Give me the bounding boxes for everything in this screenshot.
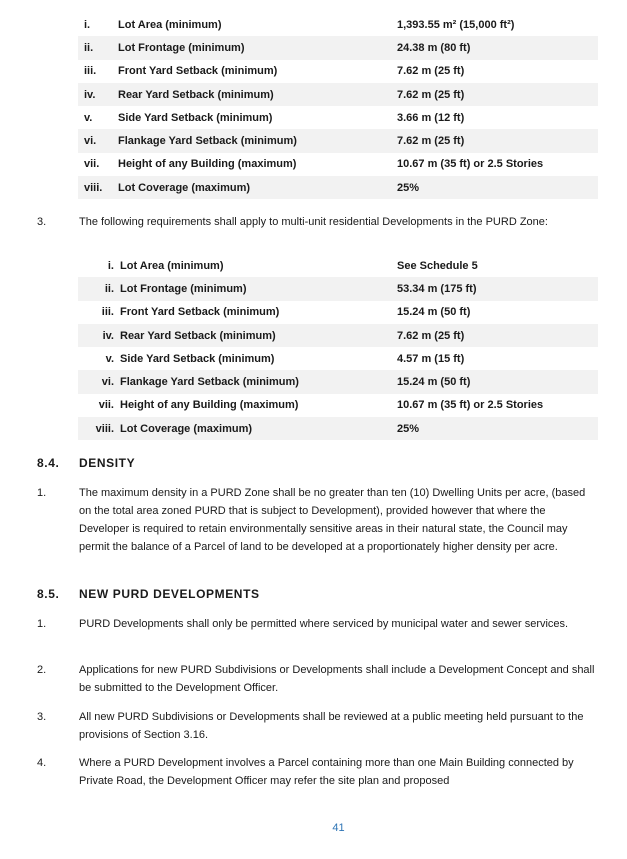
table-row: [78, 83, 598, 106]
section-title: NEW PURD DEVELOPMENTS: [79, 587, 260, 601]
row-number: iv.: [84, 88, 96, 101]
row-number: i.: [107, 259, 114, 272]
row-number: viii.: [84, 181, 103, 194]
row-number: v.: [84, 111, 93, 124]
requirement-label: Side Yard Setback (minimum): [120, 352, 275, 365]
requirement-label: Rear Yard Setback (minimum): [120, 329, 276, 342]
requirement-value: 7.62 m (25 ft): [397, 329, 465, 342]
paragraph-number: 3.: [37, 216, 47, 228]
paragraph-text: The following requirements shall apply to multi-unit residential Developments in the PURD Zone:: [79, 216, 548, 228]
row-number: i.: [84, 18, 91, 31]
table-row: [78, 106, 598, 129]
purd-paragraph-1: [37, 615, 597, 633]
requirement-value: 3.66 m (12 ft): [397, 111, 465, 124]
requirement-value: 7.62 m (25 ft): [397, 65, 465, 78]
single-unit-requirements-table: [78, 13, 598, 199]
requirement-label: Front Yard Setback (minimum): [120, 306, 280, 319]
paragraph-number: 1.: [37, 487, 47, 499]
row-number: iii.: [101, 306, 114, 319]
row-number: v.: [105, 352, 114, 365]
requirement-value: 10.67 m (35 ft) or 2.5 Stories: [397, 399, 544, 412]
paragraph-text: The maximum density in a PURD Zone shall be no greater than ten (10) Dwelling Units per acre, (based on the total area zoned PURD that is subject to Development), provided however that where the Developer is required to retain environmentally sensitive areas in their natural state, the Council may permit the balance of a Parcel of land to be developed at a proportionately higher density per acre.: [79, 487, 586, 553]
purd-paragraph-4: [37, 754, 597, 790]
table-row: [78, 153, 598, 176]
section-number: 8.4.: [37, 456, 60, 470]
paragraph-number: 2.: [37, 664, 47, 676]
section-heading-8-5: [37, 587, 260, 601]
paragraph-text: Applications for new PURD Subdivisions or Developments shall include a Development Concept and shall be submitted to the Development Officer.: [79, 664, 595, 694]
density-paragraph-1: [37, 484, 597, 556]
row-number: vii.: [84, 158, 100, 171]
row-number: vi.: [84, 135, 97, 148]
requirement-label: Flankage Yard Setback (minimum): [118, 135, 297, 148]
row-number: vi.: [101, 376, 114, 389]
requirement-label: Front Yard Setback (minimum): [118, 65, 278, 78]
requirement-label: Lot Coverage (maximum): [118, 181, 251, 194]
requirement-value: 25%: [397, 422, 420, 435]
section-title: DENSITY: [79, 456, 136, 470]
section-number: 8.5.: [37, 587, 60, 601]
requirement-value: 7.62 m (25 ft): [397, 88, 465, 101]
requirement-label: Lot Frontage (minimum): [120, 282, 247, 295]
paragraph-text: PURD Developments shall only be permitted where serviced by municipal water and sewer services.: [79, 618, 569, 630]
requirement-value: 25%: [397, 181, 420, 194]
requirement-label: Side Yard Setback (minimum): [118, 111, 273, 124]
table-row: [78, 394, 598, 417]
table-row: [78, 254, 598, 277]
table-row: [78, 60, 598, 83]
paragraph-text: All new PURD Subdivisions or Developments shall be reviewed at a public meeting held pursuant to the provisions of Section 3.16.: [79, 711, 584, 741]
requirement-label: Flankage Yard Setback (minimum): [120, 376, 299, 389]
section-heading-8-4: [37, 456, 135, 470]
paragraph-text: Where a PURD Development involves a Parcel containing more than one Main Building connected by Private Road, the Development Officer may refer the site plan and proposed: [79, 757, 574, 787]
requirement-value: See Schedule 5: [397, 259, 478, 272]
multi-unit-requirements-table: [78, 254, 598, 440]
requirement-label: Height of any Building (maximum): [118, 158, 297, 171]
purd-paragraph-2: [37, 661, 597, 697]
table-row: [78, 277, 598, 300]
requirement-value: 15.24 m (50 ft): [397, 376, 471, 389]
paragraph-3: [37, 213, 597, 231]
requirement-value: 24.38 m (80 ft): [397, 41, 471, 54]
table-row: [78, 301, 598, 324]
table-row: [78, 129, 598, 152]
requirement-label: Height of any Building (maximum): [120, 399, 299, 412]
requirement-value: 7.62 m (25 ft): [397, 135, 465, 148]
page-number: 41: [332, 822, 345, 834]
requirement-label: Lot Coverage (maximum): [120, 422, 253, 435]
table-row: [78, 417, 598, 440]
requirement-label: Lot Frontage (minimum): [118, 41, 245, 54]
row-number: ii.: [84, 41, 94, 54]
row-number: iv.: [102, 329, 114, 342]
requirement-value: 53.34 m (175 ft): [397, 282, 477, 295]
table-row: [78, 176, 598, 199]
paragraph-number: 1.: [37, 618, 47, 630]
requirement-label: Lot Area (minimum): [118, 18, 222, 31]
requirement-value: 15.24 m (50 ft): [397, 306, 471, 319]
table-row: [78, 13, 598, 36]
row-number: ii.: [104, 282, 114, 295]
table-row: [78, 370, 598, 393]
paragraph-number: 3.: [37, 711, 47, 723]
paragraph-number: 4.: [37, 757, 47, 769]
table-row: [78, 36, 598, 59]
requirement-value: 10.67 m (35 ft) or 2.5 Stories: [397, 158, 544, 171]
requirement-label: Lot Area (minimum): [120, 259, 224, 272]
table-row: [78, 347, 598, 370]
row-number: viii.: [95, 422, 114, 435]
requirement-value: 4.57 m (15 ft): [397, 352, 465, 365]
row-number: iii.: [84, 65, 97, 78]
row-number: vii.: [98, 399, 114, 412]
table-row: [78, 324, 598, 347]
requirement-label: Rear Yard Setback (minimum): [118, 88, 274, 101]
requirement-value: 1,393.55 m² (15,000 ft²): [397, 18, 515, 31]
purd-paragraph-3: [37, 708, 597, 744]
